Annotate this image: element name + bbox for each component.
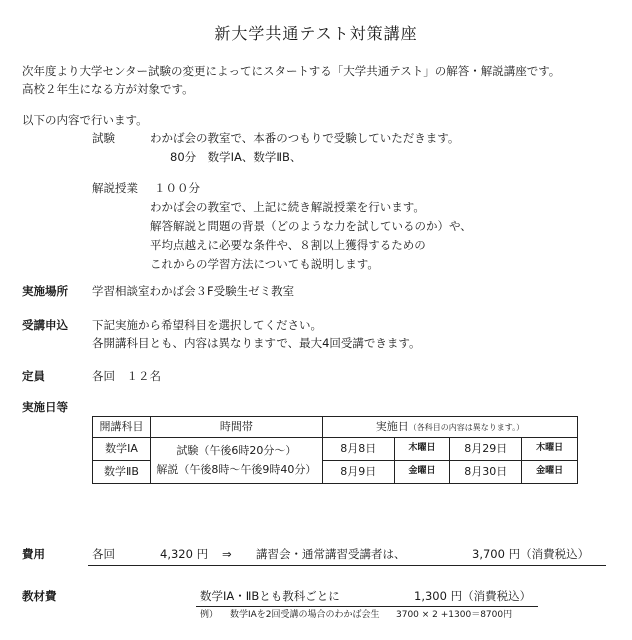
fee-underline	[88, 565, 606, 566]
header-dates-label: 実施日	[375, 419, 409, 433]
application-line-2: 各開講科目とも、内容は異なりますで、最大4回受講できます。	[92, 336, 421, 350]
fee-member-label: 講習会・通常講習受講者は、	[256, 547, 406, 561]
application-label: 受講申込	[22, 318, 68, 332]
time-slot-lecture: 解説（午後8時～午後9時40分）	[156, 462, 317, 476]
materials-label: 教材費	[22, 589, 57, 603]
time-slot-cell	[150, 438, 322, 484]
venue-label: 実施場所	[22, 284, 68, 298]
lecture-label: 解説授業	[92, 181, 138, 195]
intro-line-1: 次年度より大学センター試験の変更によってにスタートする「大学共通テスト」の解答・解説講座です。	[22, 64, 561, 78]
lecture-line-4: これからの学習方法についても説明します。	[150, 257, 379, 271]
row-2-weekday-2: 金曜日	[522, 461, 578, 484]
lecture-duration: １００分	[154, 181, 200, 195]
exam-line-2: 80分 数学ⅠA、数学ⅡB、	[170, 150, 302, 164]
lecture-line-2: 解答解説と問題の背景（どのような力を試しているのか）や、	[150, 219, 472, 233]
row-1-subject: 数学ⅠA	[93, 438, 151, 461]
schedule-row-1	[93, 438, 578, 461]
exam-line-1: わかば会の教室で、本番のつもりで受験していただきます。	[150, 131, 460, 145]
row-1-weekday-2: 木曜日	[522, 438, 578, 461]
header-subject: 開講科目	[93, 417, 151, 438]
row-2-date-1: 8月9日	[322, 461, 394, 484]
schedule-label: 実施日等	[22, 400, 68, 414]
header-dates-note: （各科目の内容は異なります。）	[408, 422, 525, 432]
capacity-label: 定員	[22, 369, 45, 383]
lecture-line-3: 平均点越えに必要な条件や、８割以上獲得するための	[150, 238, 426, 252]
header-time: 時間帯	[150, 417, 322, 438]
row-2-weekday-1: 金曜日	[394, 461, 450, 484]
page-title: 新大学共通テスト対策講座	[214, 24, 418, 43]
materials-example-prefix: 例）	[200, 610, 219, 620]
capacity-value: 各回 １２名	[92, 369, 161, 383]
materials-price: 1,300 円（消費税込）	[414, 589, 532, 603]
fee-base-label: 各回	[92, 547, 115, 561]
time-slot-exam: 試験（午後6時20分～）	[176, 443, 297, 457]
intro-line-2: 高校２年生になる方が対象です。	[22, 82, 194, 96]
schedule-table	[92, 416, 578, 484]
fee-member-price: 3,700 円（消費税込）	[472, 547, 590, 561]
fee-base-price: 4,320 円	[160, 547, 209, 561]
row-2-subject: 数学ⅡB	[93, 461, 151, 484]
venue-value: 学習相談室わかば会３F受験生ゼミ教室	[92, 284, 295, 298]
content-lead: 以下の内容で行います。	[22, 113, 148, 127]
schedule-header-row	[93, 417, 578, 438]
exam-label: 試験	[92, 131, 115, 145]
header-dates	[322, 417, 577, 438]
row-1-date-1: 8月8日	[322, 438, 394, 461]
fee-arrow: ⇒	[222, 547, 232, 561]
materials-example-calc: 3700 × 2 +1300＝8700円	[396, 610, 513, 620]
materials-text: 数学ⅠA・ⅡBとも教科ごとに	[200, 589, 340, 603]
materials-example-text: 数学ⅠAを2回受講の場合のわかば会生	[230, 610, 380, 620]
row-1-date-2: 8月29日	[450, 438, 522, 461]
fee-label: 費用	[22, 547, 45, 561]
application-line-1: 下記実施から希望科目を選択してください。	[92, 318, 322, 332]
materials-underline	[196, 606, 538, 607]
row-2-date-2: 8月30日	[450, 461, 522, 484]
row-1-weekday-1: 木曜日	[394, 438, 450, 461]
lecture-line-1: わかば会の教室で、上記に続き解説授業を行います。	[150, 200, 425, 214]
